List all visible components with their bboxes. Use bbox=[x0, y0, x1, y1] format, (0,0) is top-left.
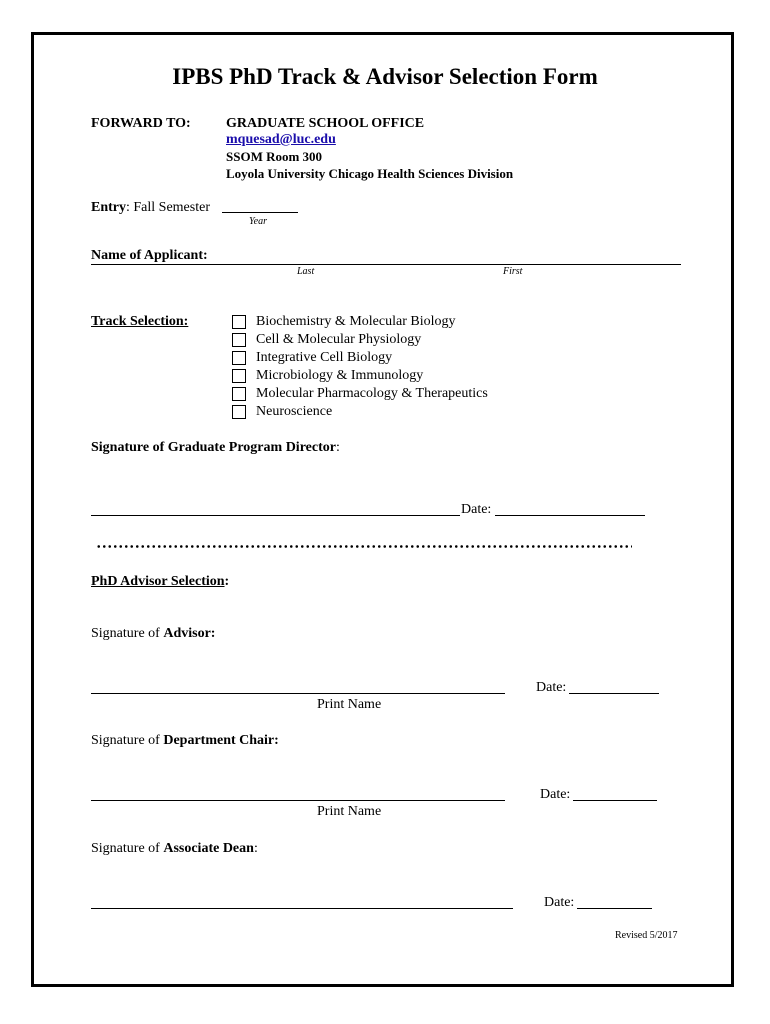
entry-bold: Entry bbox=[91, 200, 126, 215]
checkbox-pharmacology[interactable] bbox=[232, 387, 246, 401]
applicant-last-caption: Last bbox=[297, 266, 315, 277]
entry-text: : Fall Semester bbox=[126, 200, 210, 215]
checkbox-integrative-cell-biology[interactable] bbox=[232, 351, 246, 365]
advisor-date-field[interactable] bbox=[569, 693, 659, 694]
advisor-signature-of: Signature of bbox=[91, 626, 164, 641]
office-name: GRADUATE SCHOOL OFFICE bbox=[226, 116, 425, 131]
dean-date-field[interactable] bbox=[577, 908, 652, 909]
director-date-label: Date: bbox=[461, 502, 492, 517]
track-selection-label: Track Selection: bbox=[91, 314, 189, 329]
email-link[interactable]: mquesad@luc.edu bbox=[226, 132, 336, 147]
revised-note: Revised 5/2017 bbox=[615, 930, 678, 941]
forward-to-label: FORWARD TO: bbox=[91, 116, 191, 131]
dotted-separator bbox=[96, 544, 632, 549]
track-option-neuroscience: Neuroscience bbox=[256, 404, 333, 419]
chair-date-label: Date: bbox=[540, 787, 571, 802]
track-option-cell-physiology: Cell & Molecular Physiology bbox=[256, 332, 422, 347]
advisor-signature-field[interactable] bbox=[91, 693, 505, 694]
dean-signature-field[interactable] bbox=[91, 908, 513, 909]
chair-role: Department Chair: bbox=[163, 733, 279, 748]
advisor-section-title-colon: : bbox=[224, 574, 230, 589]
applicant-name-field[interactable] bbox=[91, 264, 681, 265]
office-room: SSOM Room 300 bbox=[226, 149, 323, 164]
entry-year-caption: Year bbox=[249, 216, 267, 227]
track-option-pharmacology: Molecular Pharmacology & Therapeutics bbox=[256, 386, 488, 401]
director-signature-label bbox=[91, 440, 340, 456]
dean-signature-label bbox=[91, 841, 258, 857]
applicant-first-caption: First bbox=[503, 266, 523, 277]
chair-signature-label bbox=[91, 733, 279, 749]
advisor-print-name-caption: Print Name bbox=[317, 697, 382, 712]
director-label-colon: : bbox=[335, 440, 340, 455]
advisor-role: Advisor: bbox=[163, 626, 216, 641]
dean-date-label: Date: bbox=[544, 895, 575, 910]
applicant-label: Name of Applicant: bbox=[91, 248, 208, 263]
advisor-section-title bbox=[91, 574, 229, 590]
chair-date-field[interactable] bbox=[573, 800, 657, 801]
dean-role-colon: : bbox=[253, 841, 258, 856]
checkbox-biochemistry[interactable] bbox=[232, 315, 246, 329]
checkbox-cell-physiology[interactable] bbox=[232, 333, 246, 347]
chair-print-name-caption: Print Name bbox=[317, 804, 382, 819]
dean-signature-of: Signature of bbox=[91, 841, 164, 856]
dean-role: Associate Dean bbox=[163, 841, 254, 856]
director-signature-field[interactable] bbox=[91, 515, 460, 516]
entry-label bbox=[91, 200, 210, 216]
advisor-date-label: Date: bbox=[536, 680, 567, 695]
track-option-microbiology: Microbiology & Immunology bbox=[256, 368, 424, 383]
advisor-section-title-text: PhD Advisor Selection bbox=[91, 574, 225, 589]
director-date-field[interactable] bbox=[495, 515, 645, 516]
advisor-signature-label bbox=[91, 626, 215, 642]
form-title: IPBS PhD Track & Advisor Selection Form bbox=[172, 64, 598, 89]
checkbox-neuroscience[interactable] bbox=[232, 405, 246, 419]
chair-signature-field[interactable] bbox=[91, 800, 505, 801]
chair-signature-of: Signature of bbox=[91, 733, 164, 748]
entry-year-field[interactable] bbox=[222, 212, 298, 213]
checkbox-microbiology[interactable] bbox=[232, 369, 246, 383]
office-division: Loyola University Chicago Health Sciences Division bbox=[226, 166, 514, 181]
track-option-integrative-cell-biology: Integrative Cell Biology bbox=[256, 350, 393, 365]
track-option-biochemistry: Biochemistry & Molecular Biology bbox=[256, 314, 456, 329]
director-label-text: Signature of Graduate Program Director bbox=[91, 440, 336, 455]
